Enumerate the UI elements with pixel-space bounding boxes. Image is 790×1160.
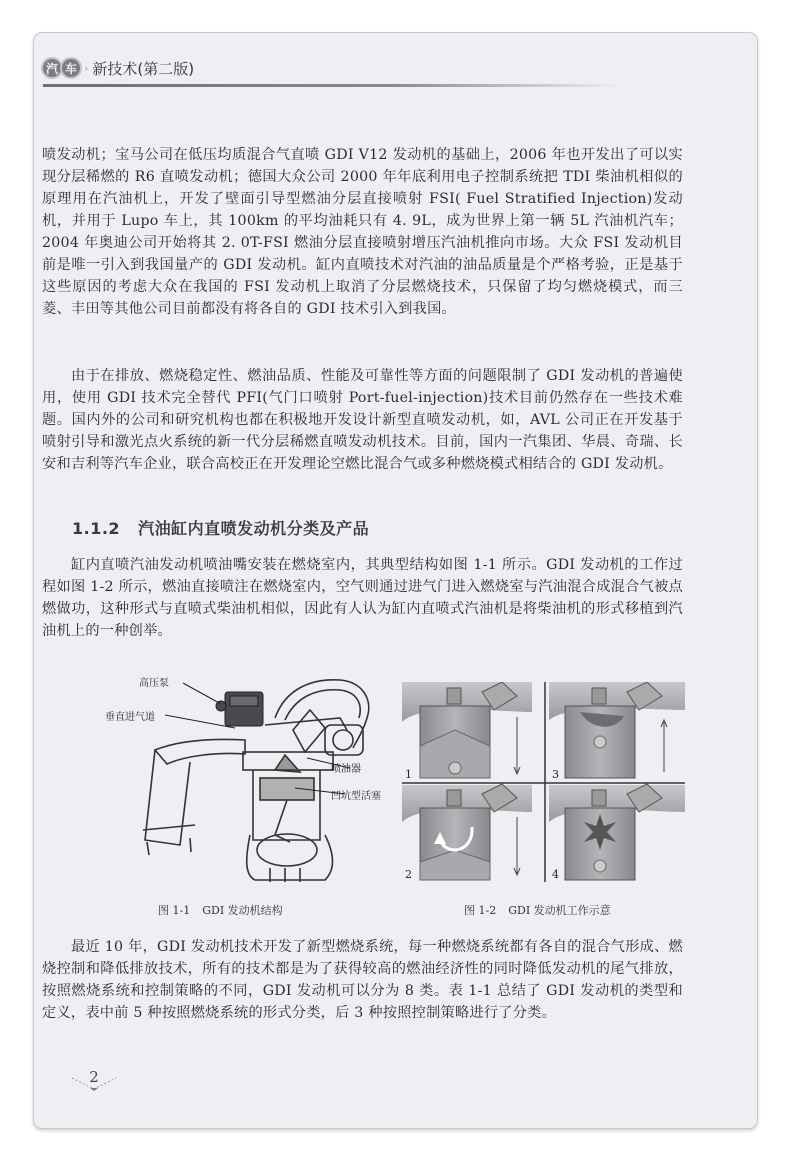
- paragraph-1-block: [42, 144, 683, 320]
- four-stroke-panels-illustration: [402, 682, 685, 882]
- panel-label-1: 1: [405, 768, 412, 781]
- paragraph-3-block: [42, 554, 683, 642]
- paragraph-1: 喷发动机；宝马公司在低压均质混合气直喷 GDI V12 发动机的基础上，2006 年也开发出了可以实现分层稀燃的 R6 直喷发动机；德国大众公司 2000 年年底利用电子控制系统把 TDI 柴油机相似的原理用在汽油机上，开发了壁面引导型燃油分层直接喷射 FSI( Fuel Stratified Injection)发动机，并用于 Lupo 车上，其 100km 的平均油耗只有 4. 9L，成为世界上第一辆 5L 汽油机汽车；2004 年奥迪公司开始将其 2. 0T-FSI 燃油分层直接喷射增压汽油机推向市场。大众 FSI 发动机目前是唯一引入到我国量产的 GDI 发动机。缸内直喷技术对汽油的油品质量是个严格考验，正是基于这些原因的考虑大众在我国的 FSI 发动机上取消了分层燃烧技术，只保留了均匀燃烧模式，而三菱、丰田等其他公司目前都没有将各自的 GDI 技术引入到我国。: [42, 147, 683, 317]
- figure-1-2-working-process: [402, 682, 685, 882]
- panel-4: [549, 784, 685, 880]
- figure-1-2-title: GDI 发动机工作示意: [508, 904, 611, 917]
- figure-1-1-caption: [158, 902, 283, 918]
- engine-cutaway-illustration: [135, 670, 375, 885]
- callout-high-pressure-pump: 高压泵: [139, 678, 169, 689]
- header-badge-left: 汽: [41, 57, 63, 79]
- figure-1-1-title: GDI 发动机结构: [202, 904, 283, 917]
- paragraph-2-block: [42, 365, 683, 475]
- panel-1: [402, 682, 532, 778]
- book-title: 新技术(第二版): [92, 59, 195, 78]
- page-number-ornament-icon: [70, 1076, 118, 1092]
- panel-3: [549, 682, 685, 778]
- header-badge-right: 车: [60, 57, 82, 79]
- header-rule: [43, 84, 623, 87]
- panel-2: [402, 784, 532, 880]
- running-header: [41, 54, 681, 82]
- figure-1-2-caption: [464, 902, 611, 918]
- panel-label-3: 3: [552, 768, 559, 781]
- paragraph-3: 缸内直喷汽油发动机喷油嘴安装在燃烧室内，其典型结构如图 1-1 所示。GDI 发动机的工作过程如图 1-2 所示，燃油直接喷注在燃烧室内，空气则通过进气门进入燃烧室与汽油混合成混合气被点燃做功，这种形式与直喷式柴油机相似，因此有人认为缸内直喷式汽油机是将柴油机的形式移植到汽油机上的一种创举。: [42, 557, 683, 639]
- callout-bowl-piston: 凹坑型活塞: [331, 791, 381, 802]
- paragraph-2: 由于在排放、燃烧稳定性、燃油品质、性能及可靠性等方面的问题限制了 GDI 发动机的普遍使用，使用 GDI 技术完全替代 PFI(气门口喷射 Port-fuel-injection)技术目前仍然存在一些技术难题。国内外的公司和研究机构也都在积极地开发设计新型直喷发动机，如，AVL 公司正在开发基于喷射引导和激光点火系统的新一代分层稀燃直喷发动机技术。目前，国内一汽集团、华晨、奇瑞、长安和吉利等汽车企业，联合高校正在开发理论空燃比混合气或多种燃烧模式相结合的 GDI 发动机。: [42, 368, 683, 472]
- section-title: 汽油缸内直喷发动机分类及产品: [138, 519, 370, 538]
- panel-label-4: 4: [552, 868, 559, 881]
- section-number: 1.1.2: [72, 519, 121, 538]
- callout-vertical-intake-port: 垂直进气道: [105, 712, 155, 723]
- chevron-right-icon: ›: [84, 61, 89, 75]
- callout-injector: 喷油器: [331, 764, 361, 775]
- figure-1-1-number: 图 1-1: [158, 904, 191, 917]
- figure-1-2-number: 图 1-2: [464, 904, 497, 917]
- page-number: 2: [89, 1068, 99, 1086]
- paragraph-4-block: [42, 936, 683, 1024]
- section-heading: [72, 516, 369, 539]
- panel-label-2: 2: [405, 868, 412, 881]
- figure-1-1-engine-structure: [105, 670, 381, 885]
- paragraph-4: 最近 10 年，GDI 发动机技术开发了新型燃烧系统，每一种燃烧系统都有各自的混合气形成、燃烧控制和降低排放技术，所有的技术都是为了获得较高的燃油经济性的同时降低发动机的尾气排放，按照燃烧系统和控制策略的不同，GDI 发动机可以分为 8 类。表 1-1 总结了 GDI 发动机的类型和定义，表中前 5 种按照燃烧系统的形式分类，后 3 种按照控制策略进行了分类。: [42, 939, 683, 1021]
